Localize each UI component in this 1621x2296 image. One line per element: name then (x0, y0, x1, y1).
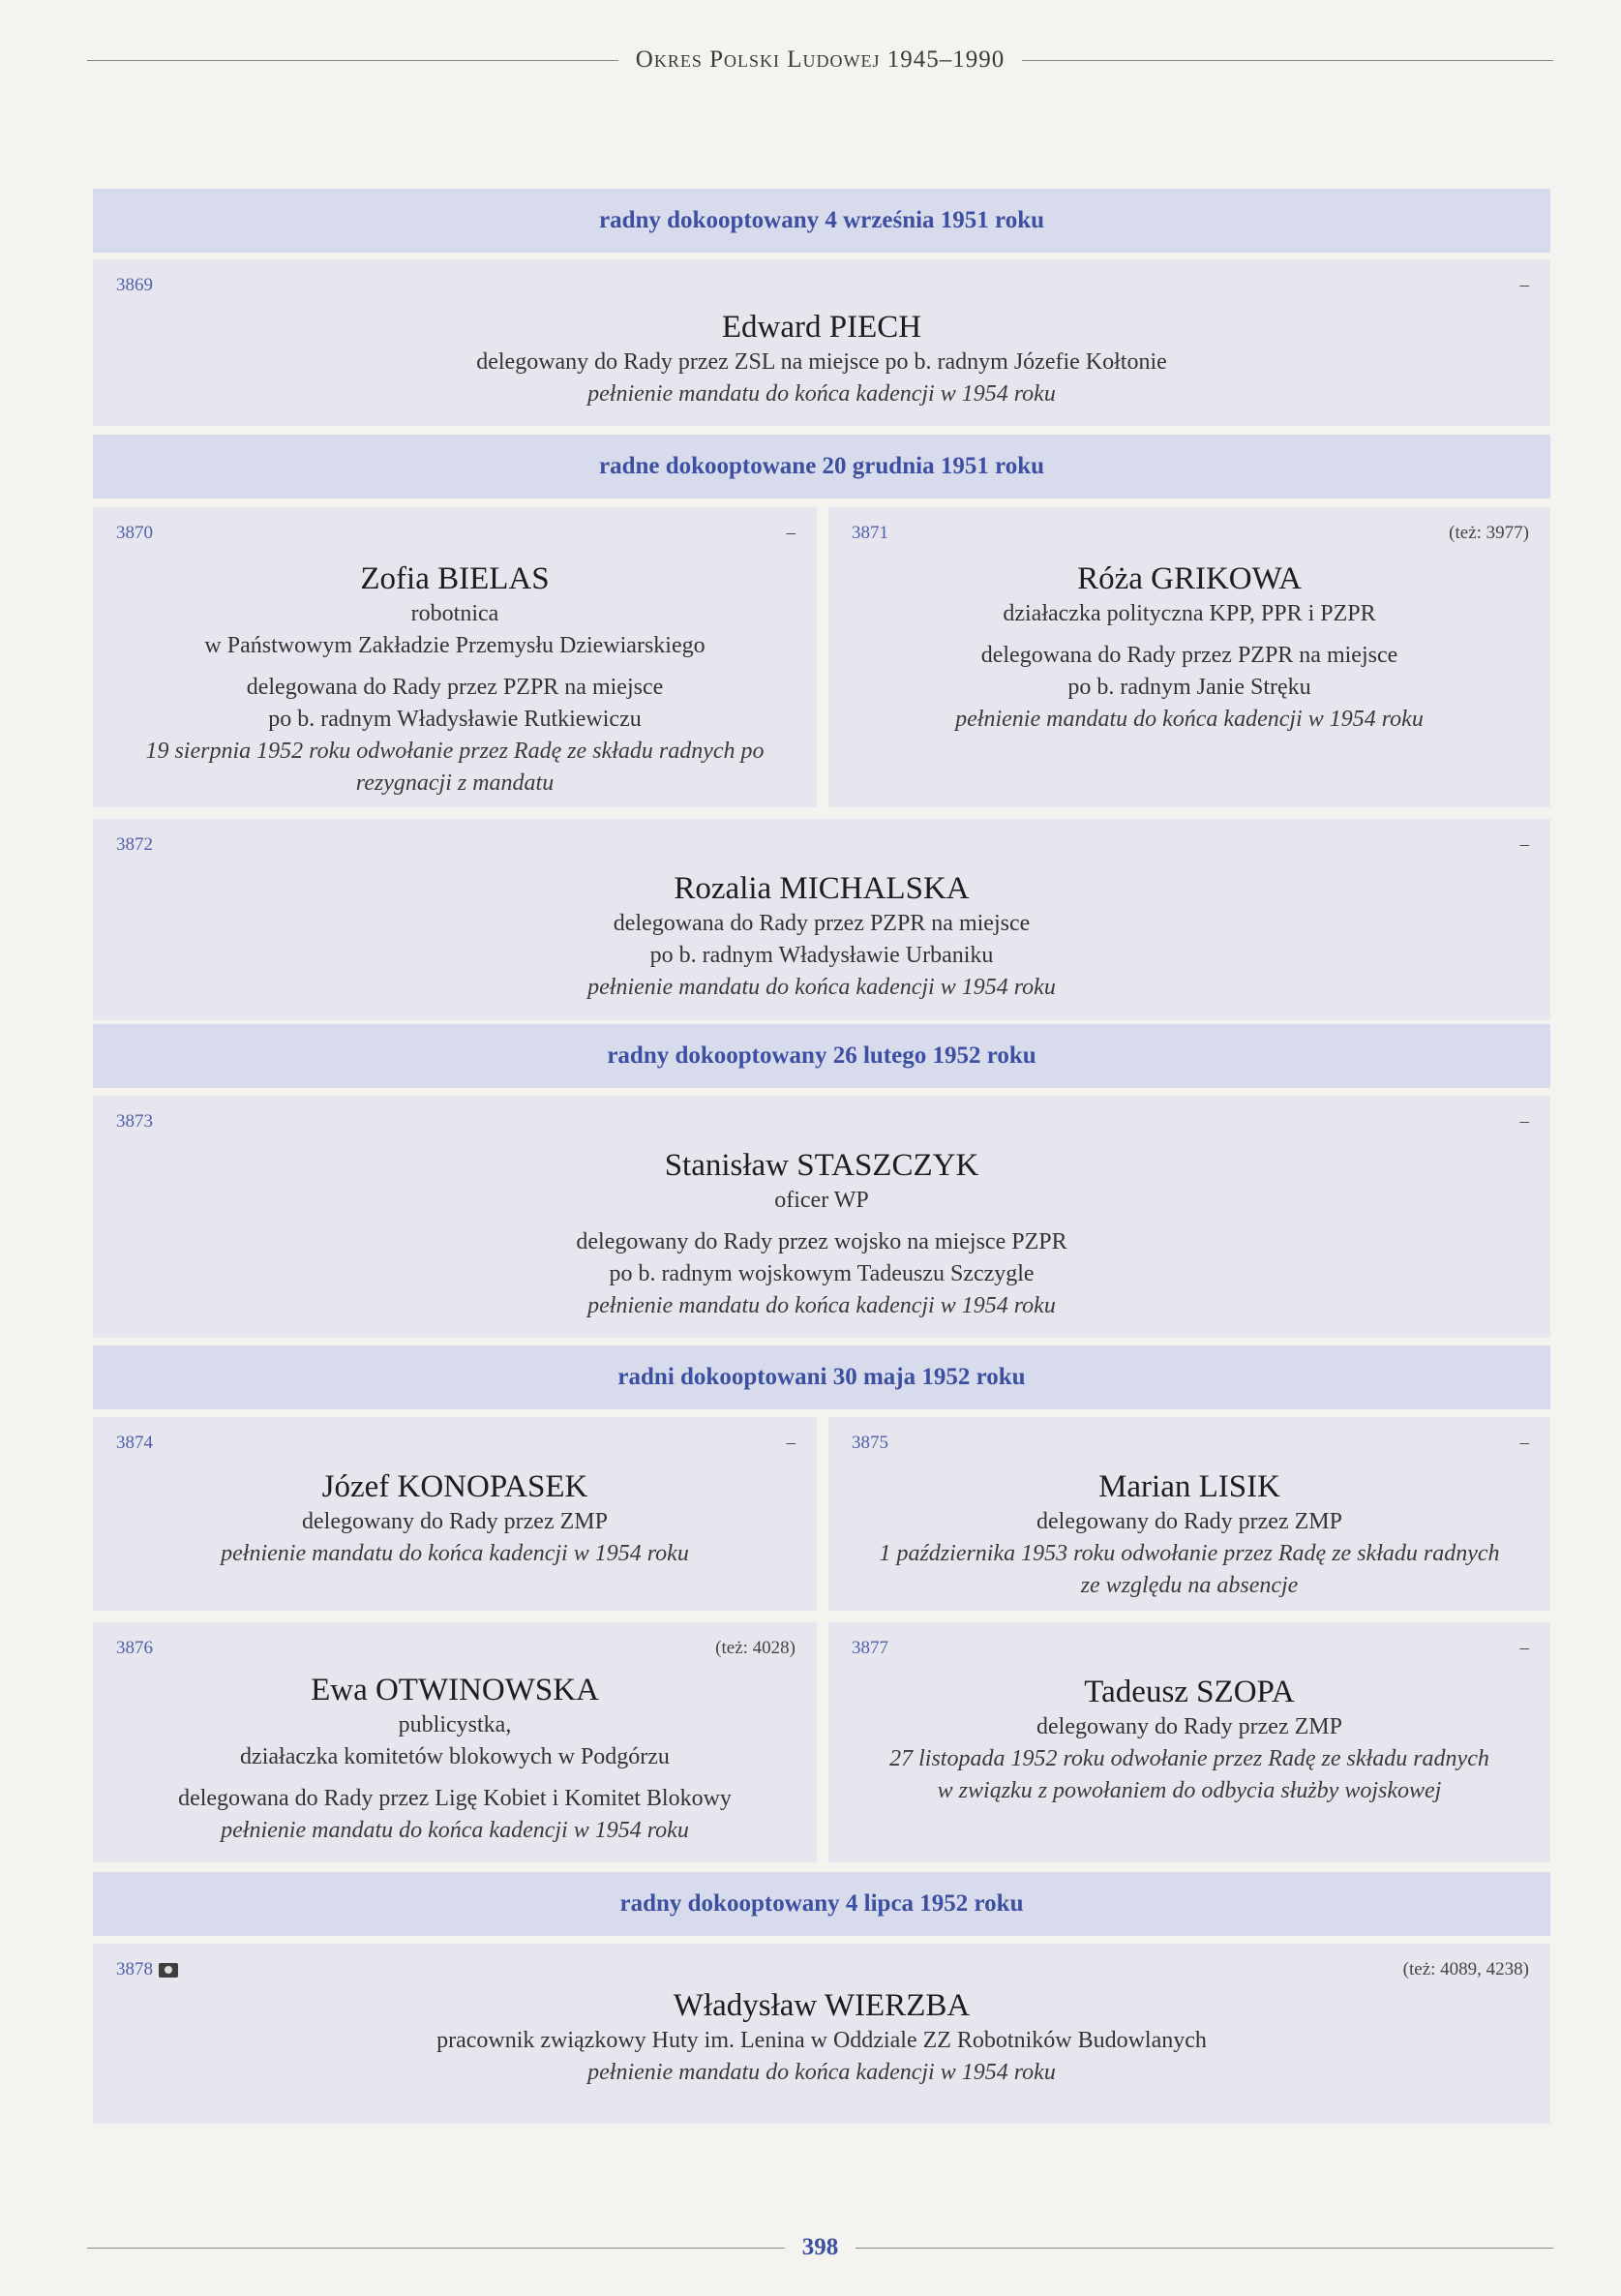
entry-line: w Państwowym Zakładzie Przemysłu Dziewiarskiego (204, 633, 705, 658)
person-name: Ewa OTWINOWSKA (311, 1673, 599, 1707)
entry-ref: (też: 4089, 4238) (1402, 1959, 1529, 1979)
entry-line: po b. radnym wojskowym Tadeuszu Szczygle (609, 1261, 1035, 1286)
entry-ref: (też: 4028) (715, 1638, 795, 1658)
entry-card (828, 1417, 1550, 1611)
entry-mandate-note: rezygnacji z mandatu (355, 770, 555, 796)
entry-number: 3874 (116, 1433, 153, 1453)
page-footer (87, 2228, 1553, 2267)
entry-ref: – (786, 1433, 795, 1453)
entry-body (93, 1146, 1550, 1322)
entry-line: pracownik związkowy Huty im. Lenina w Oddziale ZZ Robotników Budowlanych (436, 2028, 1207, 2053)
entry-body (93, 559, 817, 800)
entry-number: 3871 (852, 523, 888, 543)
entry-number: 3869 (116, 275, 153, 295)
section-heading: radni dokooptowani 30 maja 1952 roku (93, 1345, 1550, 1409)
entry-card (93, 1417, 817, 1611)
entry-body (828, 1673, 1550, 1807)
entry-line: robotnica (410, 601, 499, 626)
entry-mandate-note: w związku z powołaniem do odbycia służby wojskowej (937, 1778, 1442, 1803)
section-heading: radne dokooptowane 20 grudnia 1951 roku (93, 435, 1550, 498)
header-rule-right (1022, 60, 1553, 61)
entry-line: po b. radnym Władysławie Rutkiewiczu (268, 707, 642, 732)
entry-line: delegowana do Rady przez PZPR na miejsce (246, 675, 664, 700)
entry-ref: – (1519, 1433, 1529, 1453)
entry-mandate-note: pełnienie mandatu do końca kadencji w 1954 roku (587, 1293, 1056, 1318)
person-name: Edward PIECH (721, 310, 922, 345)
entry-body (93, 869, 1550, 1004)
entry-card (93, 1622, 817, 1862)
entry-line: delegowany do Rady przez wojsko na miejsce PZPR (576, 1229, 1067, 1254)
entry-line: delegowana do Rady przez PZPR na miejsce (613, 911, 1031, 936)
entry-ref: – (786, 523, 795, 543)
entry-number (116, 1959, 178, 1980)
camera-icon (159, 1963, 178, 1978)
entry-mandate-note: pełnienie mandatu do końca kadencji w 1954 roku (221, 1818, 689, 1843)
section-heading: radny dokooptowany 4 lipca 1952 roku (93, 1872, 1550, 1936)
entry-line: delegowana do Rady przez Ligę Kobiet i Komitet Blokowy (178, 1786, 732, 1811)
entry-line: delegowana do Rady przez PZPR na miejsce (980, 643, 1398, 668)
entry-body (93, 1671, 817, 1847)
person-name: Marian LISIK (1098, 1469, 1280, 1504)
entry-card (828, 507, 1550, 807)
person-name: Zofia BIELAS (360, 561, 550, 596)
entry-number: 3877 (852, 1638, 888, 1658)
entry-line: działaczka polityczna KPP, PPR i PZPR (1003, 601, 1376, 626)
entry-number: 3872 (116, 834, 153, 855)
entry-mandate-note: ze względu na absencje (1080, 1573, 1299, 1598)
entry-card (93, 819, 1550, 1020)
running-header (87, 41, 1553, 79)
person-name: Józef KONOPASEK (321, 1469, 588, 1504)
entry-ref: – (1519, 1638, 1529, 1658)
entry-line: oficer WP (774, 1188, 869, 1213)
entry-number: 3875 (852, 1433, 888, 1453)
entry-mandate-note: pełnienie mandatu do końca kadencji w 1954 roku (587, 381, 1056, 407)
entry-line: po b. radnym Janie Stręku (1067, 675, 1311, 700)
entry-mandate-note: 1 października 1953 roku odwołanie przez Radę ze składu radnych (879, 1541, 1500, 1566)
entry-ref: – (1519, 275, 1529, 295)
person-name: Stanisław STASZCZYK (664, 1148, 979, 1183)
entry-number: 3876 (116, 1638, 153, 1658)
entry-line: delegowany do Rady przez ZMP (1036, 1714, 1342, 1739)
entry-mandate-note: pełnienie mandatu do końca kadencji w 1954 roku (221, 1541, 689, 1566)
entry-line: delegowany do Rady przez ZSL na miejsce po b. radnym Józefie Kołtonie (476, 349, 1167, 375)
entry-line: publicystka, (398, 1712, 512, 1737)
entry-body (828, 1467, 1550, 1602)
person-name: Tadeusz SZOPA (1084, 1675, 1295, 1709)
page-number: 398 (801, 2234, 839, 2260)
entry-line: działaczka komitetów blokowych w Podgórzu (240, 1744, 670, 1769)
entry-card (93, 507, 817, 807)
entry-card (93, 1944, 1550, 2124)
footer-rule-left (87, 2248, 785, 2249)
entry-ref: – (1519, 1111, 1529, 1132)
entry-line: delegowany do Rady przez ZMP (1036, 1509, 1342, 1534)
footer-rule-right (856, 2248, 1553, 2249)
person-name: Rozalia MICHALSKA (674, 871, 970, 906)
entry-number: 3870 (116, 523, 153, 543)
header-rule-left (87, 60, 618, 61)
entry-mandate-note: 27 listopada 1952 roku odwołanie przez Radę ze składu radnych (889, 1746, 1489, 1771)
entry-number-text: 3878 (116, 1959, 153, 1979)
entry-card (93, 259, 1550, 426)
section-heading: radny dokooptowany 26 lutego 1952 roku (93, 1024, 1550, 1088)
person-name: Róża GRIKOWA (1077, 561, 1302, 596)
entry-line: delegowany do Rady przez ZMP (302, 1509, 608, 1534)
entry-mandate-note: pełnienie mandatu do końca kadencji w 1954 roku (587, 975, 1056, 1000)
entry-mandate-note: 19 sierpnia 1952 roku odwołanie przez Radę ze składu radnych po (145, 739, 765, 764)
entry-ref: (też: 3977) (1449, 523, 1529, 543)
entry-card (93, 1096, 1550, 1338)
entry-body (93, 1986, 1550, 2089)
entry-card (828, 1622, 1550, 1862)
section-heading: radny dokooptowany 4 września 1951 roku (93, 189, 1550, 253)
entry-mandate-note: pełnienie mandatu do końca kadencji w 1954 roku (955, 707, 1424, 732)
entry-ref: – (1519, 834, 1529, 855)
entry-body (828, 559, 1550, 736)
entry-number: 3873 (116, 1111, 153, 1132)
entry-body (93, 308, 1550, 410)
person-name: Władysław WIERZBA (673, 1988, 971, 2023)
entry-line: po b. radnym Władysławie Urbaniku (649, 943, 994, 968)
entry-body (93, 1467, 817, 1570)
header-title: Okres Polski Ludowej 1945–1990 (635, 46, 1006, 73)
entry-mandate-note: pełnienie mandatu do końca kadencji w 1954 roku (587, 2060, 1056, 2085)
